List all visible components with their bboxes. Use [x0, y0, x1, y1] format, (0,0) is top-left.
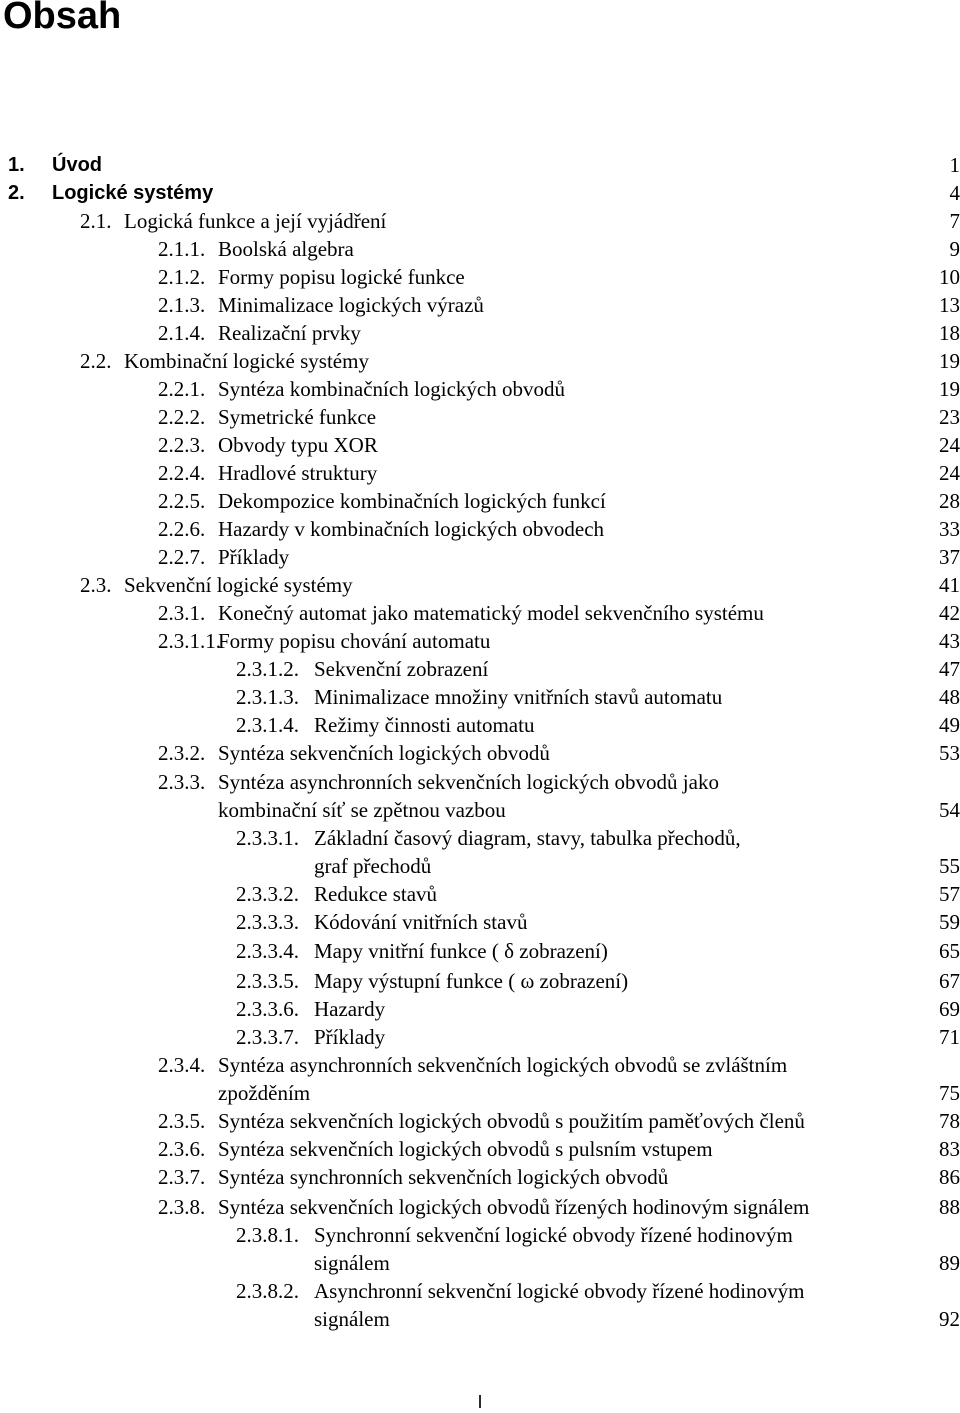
toc-entry-number: 2.3.3.5.: [236, 969, 299, 993]
toc-entry[interactable]: [158, 1193, 960, 1221]
page-title: Obsah: [3, 0, 122, 37]
toc-entry-page: 53: [939, 741, 960, 765]
toc-entry-page: 75: [939, 1081, 960, 1105]
toc-entry[interactable]: [236, 1249, 960, 1277]
toc-entry-page: [900, 1221, 960, 1249]
toc-entry-title: Kombinační logické systémy: [124, 349, 369, 373]
toc-entry-number: 2.2.4.: [158, 461, 206, 485]
toc-entry-title: Sekvenční zobrazení: [314, 657, 489, 681]
toc-entry-title: Hradlové struktury: [218, 461, 378, 485]
toc-entry[interactable]: [158, 1135, 960, 1163]
toc-entry-page: 24: [939, 433, 960, 457]
toc-entry-number: 2.3.3.3.: [236, 910, 299, 934]
toc-entry[interactable]: [236, 908, 960, 936]
toc-entry-number: 2.3.8.1.: [236, 1223, 299, 1247]
toc-entry-title: Příklady: [218, 545, 290, 569]
toc-entry-title: kombinační síť se zpětnou vazbou: [218, 798, 506, 822]
toc-entry[interactable]: [236, 852, 960, 880]
toc-entry[interactable]: [158, 768, 960, 796]
toc-entry-title: Syntéza synchronních sekvenčních logických obvodů: [218, 1165, 669, 1189]
toc-entry-title: Konečný automat jako matematický model sekvenčního systému: [218, 601, 764, 625]
toc-entry[interactable]: [236, 995, 960, 1023]
toc-entry-title: Syntéza kombinačních logických obvodů: [218, 377, 566, 401]
toc-entry-page: 19: [939, 377, 960, 401]
toc-entry[interactable]: [80, 571, 960, 599]
toc-entry-number: 2.3.3.4.: [236, 939, 299, 963]
toc-entry-page: 83: [939, 1137, 960, 1161]
toc-entry-number: 2.1.1.: [158, 237, 206, 261]
toc-entry-title: Režimy činnosti automatu: [314, 713, 535, 737]
toc-entry[interactable]: [158, 235, 960, 263]
toc-entry-page: 89: [939, 1251, 960, 1275]
toc-entry-title: Minimalizace logických výrazů: [218, 293, 484, 317]
toc-entry-page: 18: [939, 321, 960, 345]
toc-entry-page: 71: [939, 1025, 960, 1049]
toc-entry[interactable]: [158, 1163, 960, 1191]
toc-entry-number: 2.: [8, 182, 25, 204]
toc-entry-title: Formy popisu chování automatu: [218, 629, 491, 653]
toc-entry[interactable]: [8, 179, 960, 207]
toc-entry-title: Syntéza sekvenčních logických obvodů s pulsním vstupem: [218, 1137, 713, 1161]
toc-entry-number: 2.2.7.: [158, 545, 206, 569]
toc-entry-number: 2.2.3.: [158, 433, 206, 457]
toc-entry-number: 2.2.2.: [158, 405, 206, 429]
toc-entry-page: 23: [939, 405, 960, 429]
toc-entry-page: 1: [949, 153, 960, 177]
toc-entry-page: 88: [939, 1195, 960, 1219]
toc-entry[interactable]: [158, 403, 960, 431]
toc-entry-number: 2.3.8.2.: [236, 1279, 299, 1303]
toc-entry[interactable]: [158, 1079, 960, 1107]
toc-entry-number: 2.3.3.7.: [236, 1025, 299, 1049]
toc-entry-page: 33: [939, 517, 960, 541]
toc-entry[interactable]: [236, 1221, 960, 1249]
toc-entry-title: Hazardy v kombinačních logických obvodech: [218, 517, 605, 541]
toc-entry-number: 2.3.3.1.: [236, 826, 299, 850]
toc-entry-page: 47: [939, 657, 960, 681]
toc-entry-number: 2.3.1.3.: [236, 685, 299, 709]
toc-entry-number: 2.3.3.2.: [236, 882, 299, 906]
toc-entry-title: Obvody typu XOR: [218, 433, 378, 457]
toc-entry[interactable]: [80, 347, 960, 375]
toc-entry-number: 1.: [8, 154, 25, 176]
toc-entry-page: 48: [939, 685, 960, 709]
toc-entry-page: [900, 1051, 960, 1079]
toc-entry[interactable]: [236, 1277, 960, 1305]
toc-entry-page: [900, 824, 960, 852]
toc-entry-title: Sekvenční logické systémy: [124, 573, 353, 597]
toc-entry-number: 2.2.1.: [158, 377, 206, 401]
toc-entry-number: 2.3.1.2.: [236, 657, 299, 681]
toc-entry[interactable]: [158, 375, 960, 403]
toc-entry-page: 65: [939, 939, 960, 963]
toc-entry[interactable]: [158, 796, 960, 824]
toc-entry[interactable]: [158, 543, 960, 571]
toc-entry-number: 2.2.: [80, 349, 112, 373]
toc-entry-title: Redukce stavů: [314, 882, 438, 906]
toc-entry-number: 2.1.4.: [158, 321, 206, 345]
toc-entry-page: 43: [939, 629, 960, 653]
toc-entry[interactable]: [8, 151, 960, 179]
toc-entry-title: Synchronní sekvenční logické obvody řízené hodinovým: [314, 1223, 793, 1247]
toc-entry[interactable]: [236, 683, 960, 711]
toc-entry[interactable]: [158, 1051, 960, 1079]
toc-entry-number: 2.3.: [80, 573, 112, 597]
toc-entry-number: 2.3.5.: [158, 1109, 206, 1133]
toc-entry-page: 41: [939, 573, 960, 597]
toc-entry-page: 86: [939, 1165, 960, 1189]
toc-entry-number: 2.1.: [80, 209, 112, 233]
toc-entry-number: 2.3.4.: [158, 1053, 206, 1077]
toc-entry-page: 19: [939, 349, 960, 373]
toc-entry[interactable]: [80, 207, 960, 235]
toc-entry-title: Logická funkce a její vyjádření: [124, 209, 387, 233]
toc-entry-number: 2.3.7.: [158, 1165, 206, 1189]
toc-entry-page: 28: [939, 489, 960, 513]
toc-entry-number: 2.3.1.4.: [236, 713, 299, 737]
toc-entry-title: Syntéza asynchronních sekvenčních logických obvodů se zvláštním: [218, 1053, 788, 1077]
page-footer-number: I: [477, 1392, 483, 1412]
toc-entry-title: Základní časový diagram, stavy, tabulka přechodů,: [314, 826, 741, 850]
toc-entry-title: Kódování vnitřních stavů: [314, 910, 528, 934]
toc-entry[interactable]: [158, 319, 960, 347]
toc-entry[interactable]: [236, 655, 960, 683]
toc-entry[interactable]: [158, 515, 960, 543]
toc-entry-title: Logické systémy: [52, 182, 214, 204]
toc-entry[interactable]: [158, 739, 960, 767]
toc-entry[interactable]: [158, 431, 960, 459]
toc-entry-page: 24: [939, 461, 960, 485]
toc-entry[interactable]: [236, 1305, 960, 1333]
toc-entry-number: 2.3.3.6.: [236, 997, 299, 1021]
toc-entry[interactable]: [158, 459, 960, 487]
toc-entry-page: [900, 768, 960, 796]
toc-entry-title: Formy popisu logické funkce: [218, 265, 465, 289]
toc-entry-page: 69: [939, 997, 960, 1021]
toc-entry[interactable]: [236, 711, 960, 739]
toc-entry-page: 9: [949, 237, 960, 261]
toc-entry[interactable]: [236, 824, 960, 852]
toc-entry-page: 7: [949, 209, 960, 233]
toc-entry-title: Syntéza sekvenčních logických obvodů s použitím paměťových členů: [218, 1109, 805, 1133]
toc-entry-title: Realizační prvky: [218, 321, 361, 345]
toc-entry-title: Úvod: [52, 154, 102, 176]
toc-entry-title: Minimalizace množiny vnitřních stavů automatu: [314, 685, 723, 709]
toc-entry-page: 13: [939, 293, 960, 317]
toc-entry[interactable]: [158, 487, 960, 515]
toc-entry-number: 2.2.6.: [158, 517, 206, 541]
toc-entry-title: signálem: [314, 1307, 390, 1331]
toc-entry-title: zpožděním: [218, 1081, 311, 1105]
toc-entry-title: Syntéza sekvenčních logických obvodů řízených hodinovým signálem: [218, 1195, 810, 1219]
toc-entry[interactable]: [236, 880, 960, 908]
toc-entry[interactable]: [236, 937, 960, 965]
toc-entry[interactable]: [236, 967, 960, 995]
toc-entry-title: Syntéza asynchronních sekvenčních logických obvodů jako: [218, 770, 719, 794]
toc-entry-page: 54: [939, 798, 960, 822]
toc-entry-page: 92: [939, 1307, 960, 1331]
toc-entry-page: 42: [939, 601, 960, 625]
toc-entry-title: signálem: [314, 1251, 390, 1275]
toc-entry[interactable]: [158, 263, 960, 291]
toc-entry-number: 2.3.6.: [158, 1137, 206, 1161]
toc-entry-title: Příklady: [314, 1025, 386, 1049]
toc-entry-page: 49: [939, 713, 960, 737]
toc-entry-page: 78: [939, 1109, 960, 1133]
toc-entry-page: 37: [939, 545, 960, 569]
toc-entry-page: 57: [939, 882, 960, 906]
toc-entry-number: 2.3.2.: [158, 741, 206, 765]
toc-entry-page: 67: [939, 969, 960, 993]
toc-entry-title: Dekompozice kombinačních logických funkcí: [218, 489, 606, 513]
toc-entry[interactable]: [158, 627, 960, 655]
toc-entry-title: graf přechodů: [314, 854, 432, 878]
toc-entry-number: 2.3.1.: [158, 601, 206, 625]
toc-entry-page: [900, 1277, 960, 1305]
toc-entry[interactable]: [236, 1023, 960, 1051]
toc-entry-title: Asynchronní sekvenční logické obvody řízené hodinovým: [314, 1279, 805, 1303]
toc-entry-page: 59: [939, 910, 960, 934]
toc-entry-page: 10: [939, 265, 960, 289]
toc-entry[interactable]: [158, 1107, 960, 1135]
toc-entry-number: 2.3.8.: [158, 1195, 206, 1219]
toc-entry-page: 4: [949, 181, 960, 205]
toc-entry-title: Hazardy: [314, 997, 386, 1021]
toc-entry-number: 2.3.3.: [158, 770, 206, 794]
toc-entry-number: 2.2.5.: [158, 489, 206, 513]
toc-entry-page: 55: [939, 854, 960, 878]
toc-entry-title: Boolská algebra: [218, 237, 354, 261]
toc-entry[interactable]: [158, 291, 960, 319]
toc-entry-title: Mapy vnitřní funkce ( δ zobrazení): [314, 939, 608, 963]
toc-entry-number: 2.1.3.: [158, 293, 206, 317]
toc-entry-title: Symetrické funkce: [218, 405, 377, 429]
toc-entry-number: 2.3.1.1.: [158, 629, 221, 653]
toc-entry-number: 2.1.2.: [158, 265, 206, 289]
toc-entry[interactable]: [158, 599, 960, 627]
toc-entry-title: Mapy výstupní funkce ( ω zobrazení): [314, 969, 629, 993]
toc-entry-title: Syntéza sekvenčních logických obvodů: [218, 741, 550, 765]
